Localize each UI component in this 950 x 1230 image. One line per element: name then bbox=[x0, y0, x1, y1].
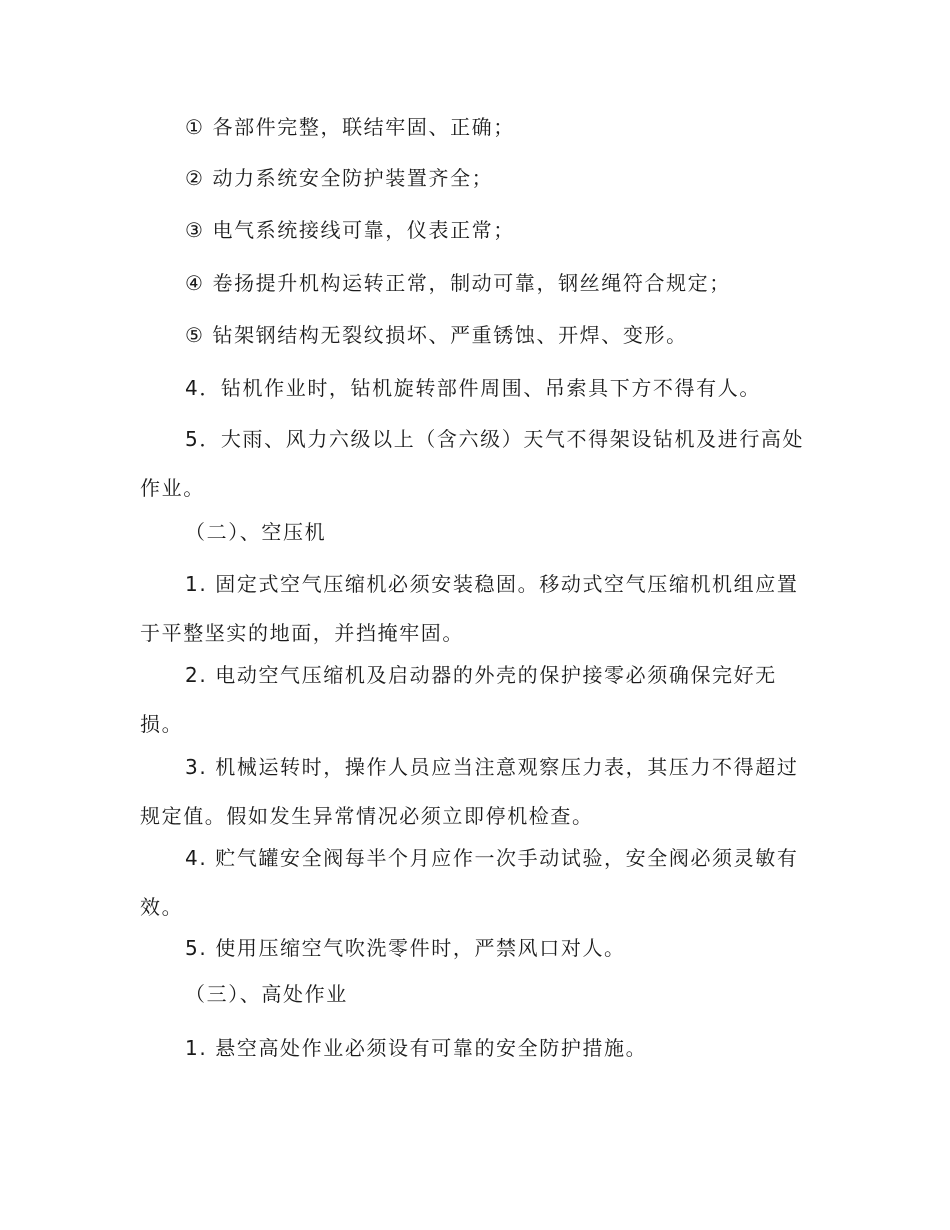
section-heading-air-compressor: （二）、空压机 bbox=[185, 520, 327, 544]
check-item-5: ⑤ 钻架钢结构无裂纹损坏、严重锈蚀、开焊、变形。 bbox=[185, 323, 688, 347]
compressor-rule-4: 4. 贮气罐安全阀每半个月应作一次手动试验，安全阀必须灵敏有效。 bbox=[140, 846, 799, 919]
drilling-rule-5: 5．大雨、风力六级以上（含六级）天气不得架设钻机及进行高处作业。 bbox=[140, 427, 805, 500]
check-item-2: ② 动力系统安全防护装置齐全； bbox=[185, 166, 494, 190]
check-item-3: ③ 电气系统接线可靠，仪表正常； bbox=[185, 218, 515, 242]
drilling-rule-4: 4．钻机作业时，钻机旋转部件周围、吊索具下方不得有人。 bbox=[185, 376, 761, 400]
high-work-rule-1: 1. 悬空高处作业必须设有可靠的安全防护措施。 bbox=[185, 1036, 648, 1060]
check-item-1: ① 各部件完整，联结牢固、正确； bbox=[185, 115, 515, 139]
compressor-rule-1: 1. 固定式空气压缩机必须安装稳固。移动式空气压缩机机组应置于平整坚实的地面，并挡掩牢固。 bbox=[140, 572, 799, 645]
compressor-rule-3: 3. 机械运转时，操作人员应当注意观察压力表，其压力不得超过规定值。假如发生异常情况必须立即停机检查。 bbox=[140, 755, 799, 828]
compressor-rule-2: 2. 电动空气压缩机及启动器的外壳的保护接零必须确保完好无损。 bbox=[140, 663, 777, 736]
check-item-4: ④ 卷扬提升机构运转正常，制动可靠，钢丝绳符合规定； bbox=[185, 271, 731, 295]
compressor-rule-5: 5. 使用压缩空气吹洗零件时，严禁风口对人。 bbox=[185, 936, 626, 960]
section-heading-high-work: （三）、高处作业 bbox=[185, 982, 348, 1006]
